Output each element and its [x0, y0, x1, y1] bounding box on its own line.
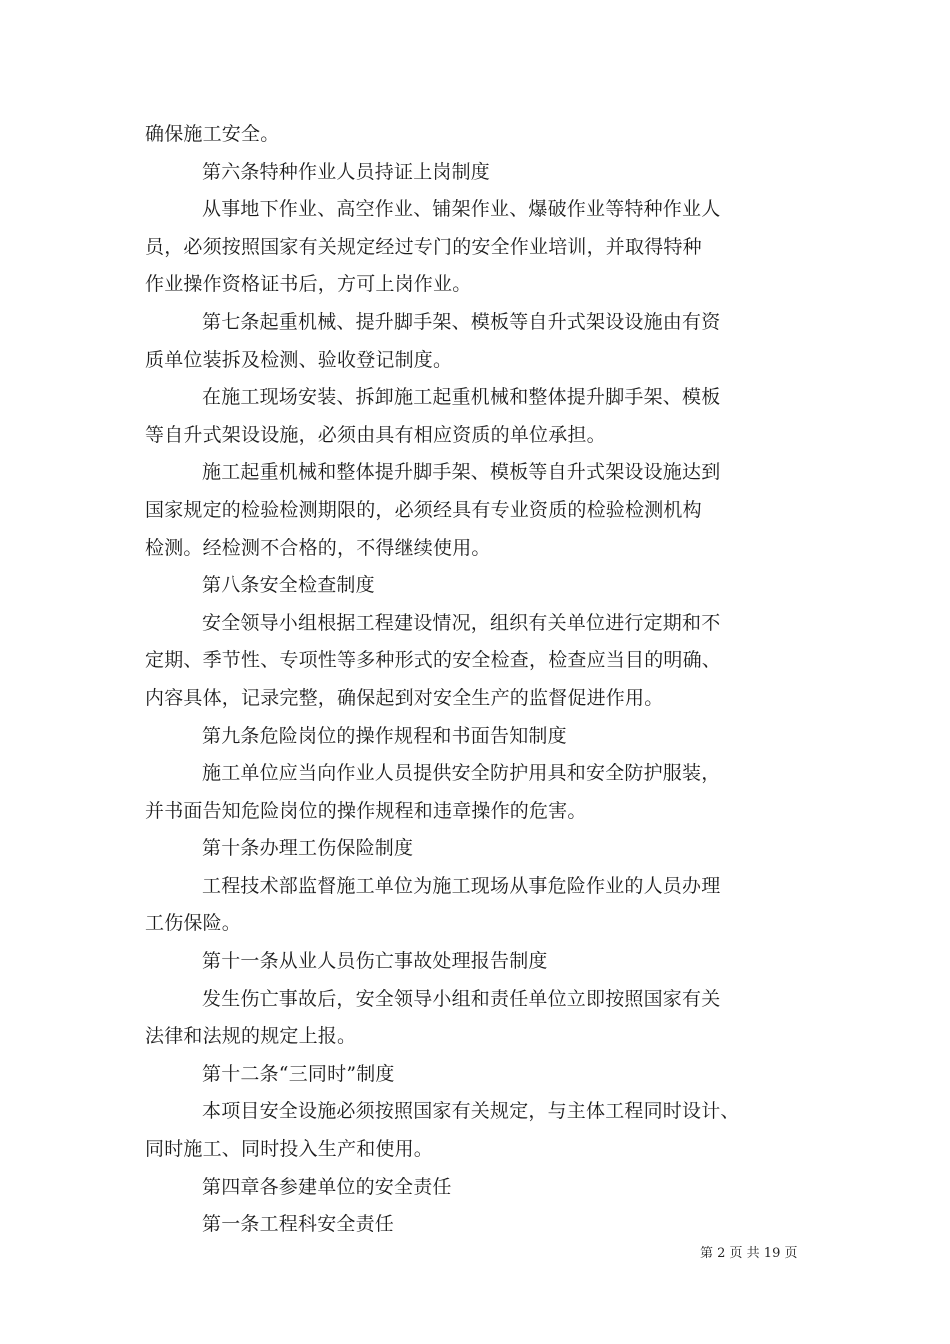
document-body — [145, 116, 813, 1244]
text-line: 检测。经检测不合格的，不得继续使用。 — [145, 536, 491, 559]
text-line: 发生伤亡事故后，安全领导小组和责任单位立即按照国家有关 — [202, 987, 721, 1010]
text-line: 第七条起重机械、提升脚手架、模板等自升式架设设施由有资 — [202, 310, 721, 333]
text-line: 确保施工安全。 — [145, 123, 280, 145]
text-line: 第十二条“三同时”制度 — [202, 1062, 395, 1085]
text-line: 第一条工程科安全责任 — [202, 1213, 395, 1236]
text-line: 等自升式架设设施，必须由具有相应资质的单位承担。 — [145, 423, 606, 446]
text-line: 第九条危险岗位的操作规程和书面告知制度 — [202, 724, 567, 747]
text-line: 工伤保险。 — [145, 912, 242, 935]
text-line: 第十条办理工伤保险制度 — [202, 837, 414, 860]
text-line: 安全领导小组根据工程建设情况，组织有关单位进行定期和不 — [202, 611, 721, 634]
text-line: 施工起重机械和整体提升脚手架、模板等自升式架设设施达到 — [202, 461, 721, 484]
text-line: 并书面告知危险岗位的操作规程和违章操作的危害。 — [145, 799, 587, 822]
text-line: 作业操作资格证书后，方可上岗作业。 — [145, 273, 472, 296]
text-line: 从事地下作业、高空作业、铺架作业、爆破作业等特种作业人 — [202, 198, 721, 221]
page-number-footer: 第 2 页 共 19 页 — [700, 1246, 798, 1261]
text-line: 国家规定的检验检测期限的，必须经具有专业资质的检验检测机构 — [145, 498, 702, 521]
text-line: 施工单位应当向作业人员提供安全防护用具和安全防护服装， — [202, 762, 721, 785]
text-line: 本项目安全设施必须按照国家有关规定，与主体工程同时设计、 — [202, 1100, 740, 1123]
text-line: 第六条特种作业人员持证上岗制度 — [202, 160, 491, 183]
text-line: 员，必须按照国家有关规定经过专门的安全作业培训，并取得特种 — [145, 235, 702, 258]
text-line: 内容具体，记录完整，确保起到对安全生产的监督促进作用。 — [145, 686, 664, 709]
text-line: 同时施工、同时投入生产和使用。 — [145, 1138, 434, 1161]
text-line: 质单位装拆及检测、验收登记制度。 — [145, 348, 453, 371]
text-line: 第八条安全检查制度 — [202, 574, 375, 597]
text-line: 法律和法规的规定上报。 — [145, 1025, 357, 1048]
text-line: 在施工现场安装、拆卸施工起重机械和整体提升脚手架、模板 — [202, 386, 721, 409]
text-line: 第四章各参建单位的安全责任 — [202, 1175, 452, 1198]
text-line: 定期、季节性、专项性等多种形式的安全检查，检查应当目的明确、 — [145, 649, 722, 672]
text-line: 第十一条从业人员伤亡事故处理报告制度 — [202, 950, 548, 973]
text-line: 工程技术部监督施工单位为施工现场从事危险作业的人员办理 — [202, 874, 721, 897]
